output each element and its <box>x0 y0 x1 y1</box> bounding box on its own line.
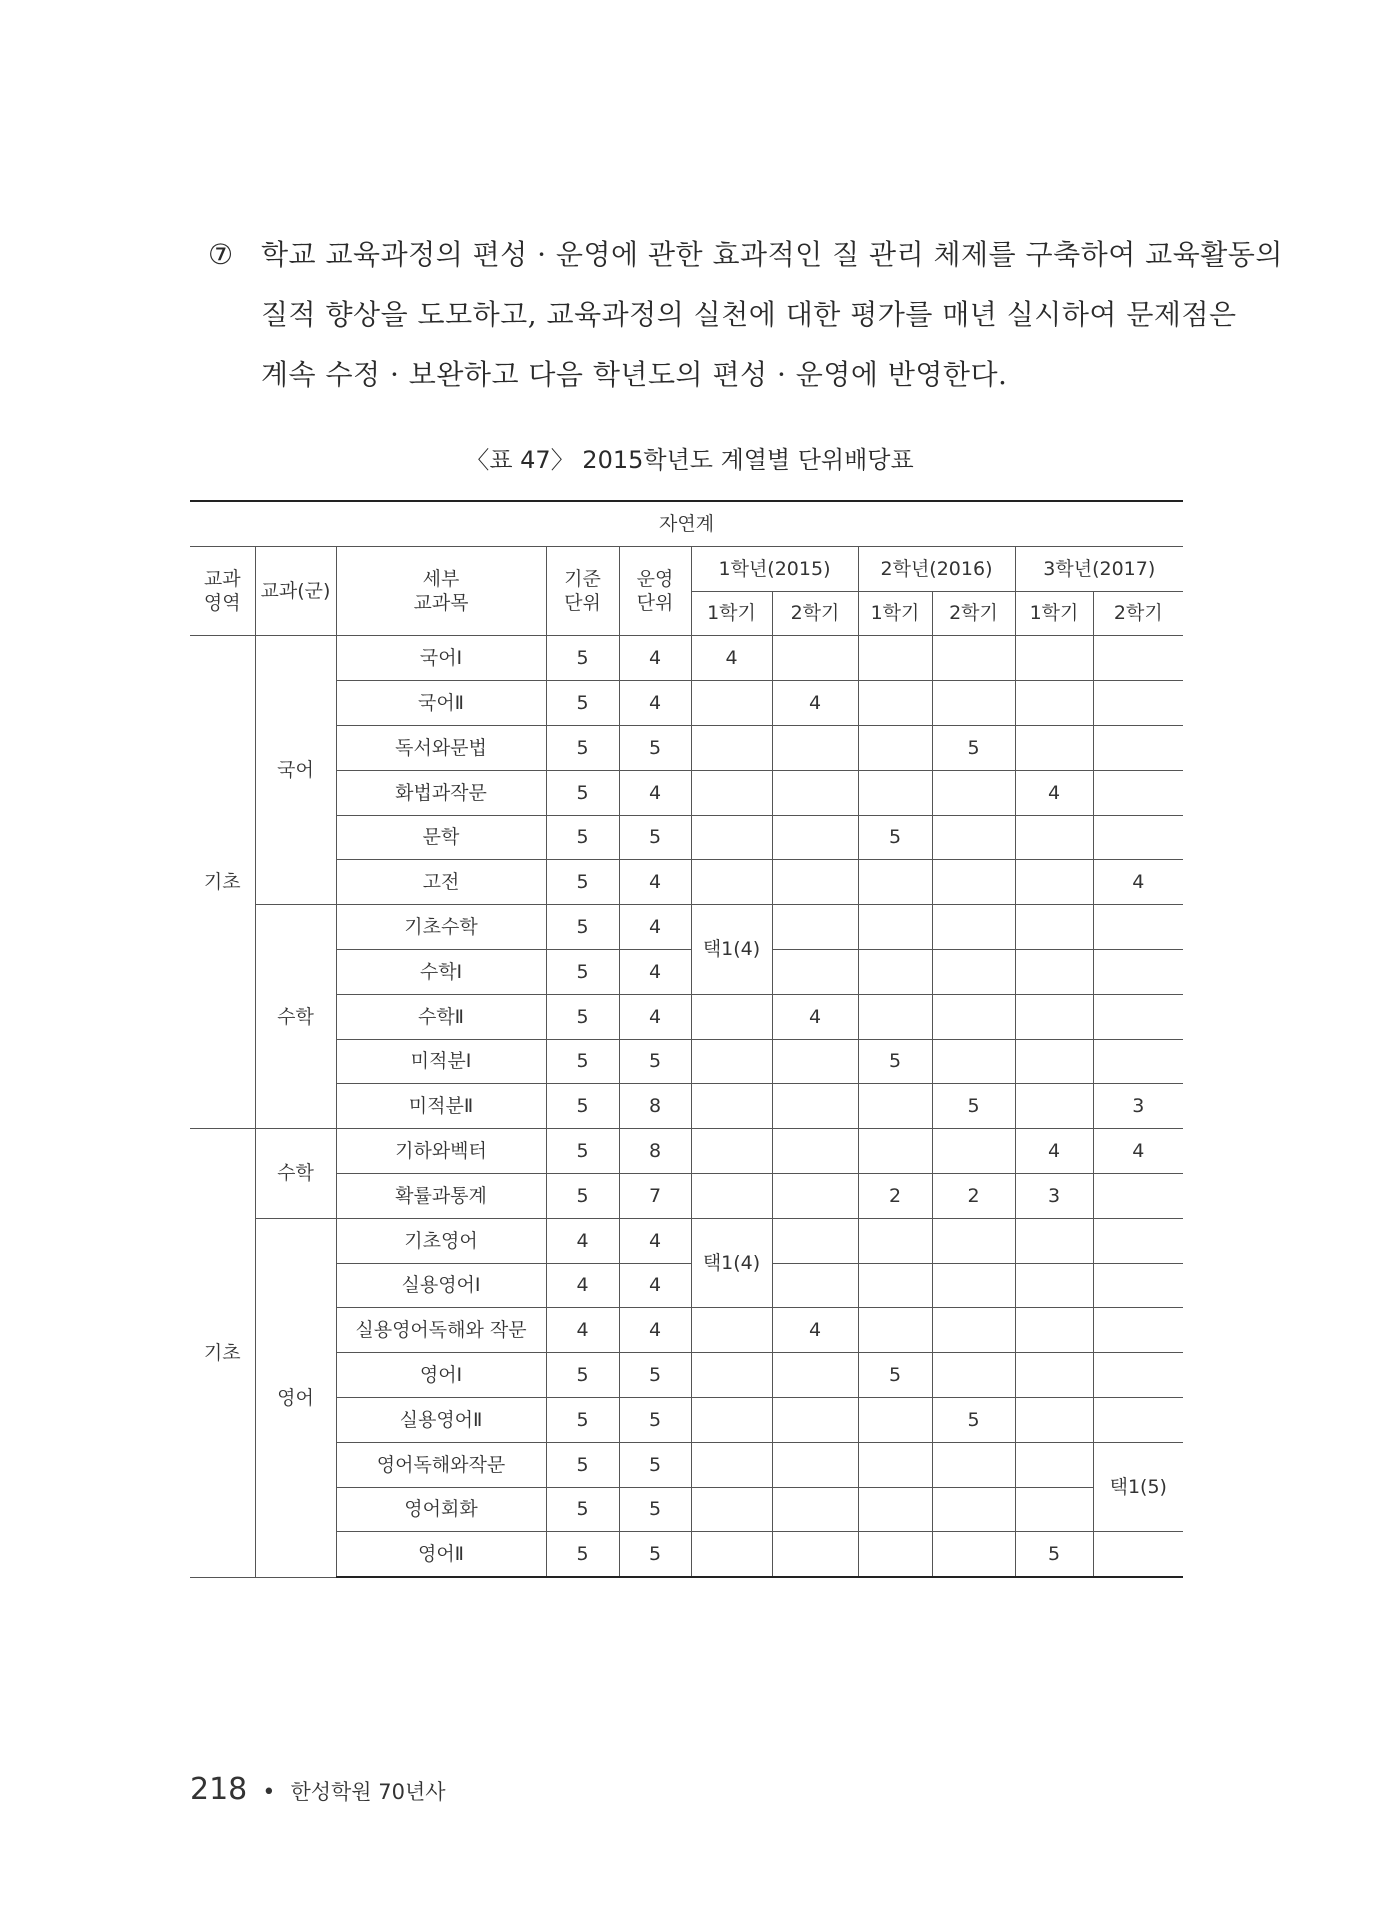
semester-units-cell <box>932 1263 1015 1308</box>
subject-cell: 영어회화 <box>336 1487 546 1532</box>
table-row <box>190 770 1183 815</box>
header-y2-sem2: 2학기 <box>932 591 1015 636</box>
table-row <box>190 1084 1183 1129</box>
semester-units-cell <box>932 949 1015 994</box>
op-units-cell: 5 <box>619 1532 691 1577</box>
paragraph-line-1: ⑦ 학교 교육과정의 편성 · 운영에 관한 효과적인 질 관리 체제를 구축하여 교육활동의 <box>208 225 1193 285</box>
semester-units-cell <box>772 1039 858 1084</box>
semester-units-cell <box>691 681 772 726</box>
semester-units-cell: 5 <box>932 725 1015 770</box>
semester-units-cell <box>772 1173 858 1218</box>
semester-units-cell <box>1093 681 1183 726</box>
table-row <box>190 1173 1183 1218</box>
semester-units-cell: 3 <box>1015 1173 1093 1218</box>
semester-units-cell <box>858 636 932 681</box>
semester-units-cell <box>1015 681 1093 726</box>
table-row <box>190 1442 1183 1487</box>
semester-units-cell <box>932 815 1015 860</box>
semester-units-cell <box>1015 1397 1093 1442</box>
semester-units-cell <box>932 994 1015 1039</box>
subject-group-cell: 영어 <box>255 1218 336 1577</box>
semester-units-cell: 5 <box>858 1353 932 1398</box>
semester-units-cell <box>772 1397 858 1442</box>
op-units-cell: 5 <box>619 815 691 860</box>
semester-units-cell: 4 <box>1015 1129 1093 1174</box>
semester-units-cell: 5 <box>858 815 932 860</box>
base-units-cell: 5 <box>546 994 619 1039</box>
semester-units-cell <box>932 1353 1015 1398</box>
semester-units-cell <box>691 1487 772 1532</box>
base-units-cell: 5 <box>546 636 619 681</box>
semester-units-cell <box>1093 636 1183 681</box>
semester-units-cell: 4 <box>772 1308 858 1353</box>
base-units-cell: 5 <box>546 905 619 950</box>
area-cell: 기초 <box>190 1129 255 1577</box>
semester-units-cell <box>772 905 858 950</box>
semester-units-cell <box>1093 1308 1183 1353</box>
semester-units-cell <box>858 1084 932 1129</box>
op-units-cell: 4 <box>619 636 691 681</box>
semester-units-cell <box>691 770 772 815</box>
semester-units-cell <box>1093 949 1183 994</box>
semester-units-cell <box>858 1308 932 1353</box>
subject-group-cell: 수학 <box>255 1129 336 1219</box>
semester-units-cell <box>1015 994 1093 1039</box>
base-units-cell: 5 <box>546 815 619 860</box>
semester-units-cell <box>1093 1218 1183 1263</box>
semester-units-cell <box>858 770 932 815</box>
header-y2-sem1: 1학기 <box>858 591 932 636</box>
table-row <box>190 905 1183 950</box>
subject-cell: 미적분Ⅱ <box>336 1084 546 1129</box>
base-units-cell: 5 <box>546 1129 619 1174</box>
semester-units-cell <box>932 1129 1015 1174</box>
header-y3-sem2: 2학기 <box>1093 591 1183 636</box>
header-year3: 3학년(2017) <box>1015 546 1183 591</box>
semester-units-cell <box>1093 1263 1183 1308</box>
semester-units-cell <box>772 1218 858 1263</box>
op-units-cell: 4 <box>619 1263 691 1308</box>
semester-units-cell <box>932 770 1015 815</box>
semester-units-cell <box>1015 1487 1093 1532</box>
base-units-cell: 5 <box>546 770 619 815</box>
semester-units-cell <box>691 1442 772 1487</box>
base-units-cell: 5 <box>546 1353 619 1398</box>
semester-units-cell <box>772 949 858 994</box>
semester-units-cell <box>858 949 932 994</box>
semester-units-cell <box>772 815 858 860</box>
subject-cell: 문학 <box>336 815 546 860</box>
semester-units-cell <box>772 1353 858 1398</box>
semester-units-cell <box>932 636 1015 681</box>
table-row <box>190 994 1183 1039</box>
table-row <box>190 1397 1183 1442</box>
semester-units-cell <box>691 1173 772 1218</box>
semester-units-cell <box>1093 1173 1183 1218</box>
semester-units-cell <box>1015 815 1093 860</box>
op-units-cell: 4 <box>619 905 691 950</box>
semester-units-cell: 5 <box>858 1039 932 1084</box>
header-subject: 세부 교과목 <box>336 546 546 636</box>
semester-units-cell <box>858 1532 932 1577</box>
subject-cell: 수학Ⅱ <box>336 994 546 1039</box>
semester-units-cell <box>932 1218 1015 1263</box>
semester-units-cell <box>772 770 858 815</box>
semester-units-cell <box>1015 1263 1093 1308</box>
paragraph-line-3: 계속 수정 · 보완하고 다음 학년도의 편성 · 운영에 반영한다. <box>261 358 1008 391</box>
semester-units-cell <box>691 725 772 770</box>
semester-units-cell <box>691 1397 772 1442</box>
table-row <box>190 815 1183 860</box>
op-units-cell: 4 <box>619 1218 691 1263</box>
base-units-cell: 5 <box>546 725 619 770</box>
semester-units-cell: 4 <box>1015 770 1093 815</box>
semester-units-cell <box>691 1353 772 1398</box>
semester-units-cell <box>1093 994 1183 1039</box>
semester-units-cell <box>858 1263 932 1308</box>
table-caption: 〈표 47〉 2015학년도 계열별 단위배당표 <box>465 446 914 474</box>
semester-units-cell <box>1015 1039 1093 1084</box>
base-units-cell: 5 <box>546 1084 619 1129</box>
semester-units-cell <box>858 1487 932 1532</box>
semester-units-cell <box>1015 1084 1093 1129</box>
semester-units-cell <box>772 1487 858 1532</box>
semester-units-cell <box>1015 725 1093 770</box>
subject-cell: 영어Ⅱ <box>336 1532 546 1577</box>
semester-units-cell <box>772 860 858 905</box>
semester-units-cell <box>858 905 932 950</box>
semester-units-cell <box>1093 1397 1183 1442</box>
semester-units-cell <box>858 860 932 905</box>
semester-units-cell <box>932 860 1015 905</box>
base-units-cell: 5 <box>546 860 619 905</box>
semester-units-cell <box>1015 1308 1093 1353</box>
base-units-cell: 4 <box>546 1308 619 1353</box>
semester-units-cell <box>772 1442 858 1487</box>
header-y1-sem1: 1학기 <box>691 591 772 636</box>
base-units-cell: 5 <box>546 681 619 726</box>
unit-allocation-table <box>190 500 1183 1578</box>
table-row <box>190 1532 1183 1577</box>
op-units-cell: 4 <box>619 1308 691 1353</box>
semester-units-cell: 2 <box>858 1173 932 1218</box>
semester-units-cell: 택1(4) <box>691 1218 772 1308</box>
op-units-cell: 5 <box>619 1039 691 1084</box>
semester-units-cell <box>1093 815 1183 860</box>
op-units-cell: 4 <box>619 994 691 1039</box>
semester-units-cell: 4 <box>772 994 858 1039</box>
op-units-cell: 7 <box>619 1173 691 1218</box>
semester-units-cell: 택1(5) <box>1093 1442 1183 1532</box>
table-row <box>190 1308 1183 1353</box>
subject-cell: 영어독해와작문 <box>336 1442 546 1487</box>
track-header-row <box>190 501 1183 546</box>
semester-units-cell <box>772 1263 858 1308</box>
semester-units-cell: 5 <box>1015 1532 1093 1577</box>
semester-units-cell <box>858 994 932 1039</box>
semester-units-cell: 4 <box>1093 860 1183 905</box>
semester-units-cell <box>1015 860 1093 905</box>
op-units-cell: 4 <box>619 949 691 994</box>
table-row <box>190 1263 1183 1308</box>
op-units-cell: 4 <box>619 860 691 905</box>
semester-units-cell <box>691 1129 772 1174</box>
semester-units-cell <box>1093 770 1183 815</box>
semester-units-cell <box>1093 1353 1183 1398</box>
semester-units-cell <box>932 1487 1015 1532</box>
table-row <box>190 860 1183 905</box>
subject-cell: 실용영어Ⅱ <box>336 1397 546 1442</box>
item-marker: ⑦ <box>208 238 234 271</box>
semester-units-cell: 2 <box>932 1173 1015 1218</box>
base-units-cell: 5 <box>546 1532 619 1577</box>
footer-separator: • <box>262 1780 276 1805</box>
base-units-cell: 4 <box>546 1263 619 1308</box>
semester-units-cell: 4 <box>691 636 772 681</box>
base-units-cell: 4 <box>546 1218 619 1263</box>
column-header-row <box>190 546 1183 591</box>
unit-allocation-table-wrapper <box>190 500 1183 1578</box>
table-row <box>190 1039 1183 1084</box>
subject-cell: 기하와벡터 <box>336 1129 546 1174</box>
subject-cell: 영어Ⅰ <box>336 1353 546 1398</box>
semester-units-cell: 5 <box>932 1397 1015 1442</box>
semester-units-cell <box>1015 949 1093 994</box>
table-row <box>190 725 1183 770</box>
op-units-cell: 5 <box>619 1353 691 1398</box>
semester-units-cell <box>772 636 858 681</box>
subject-cell: 고전 <box>336 860 546 905</box>
semester-units-cell <box>691 994 772 1039</box>
semester-units-cell <box>1093 725 1183 770</box>
subject-cell: 국어Ⅰ <box>336 636 546 681</box>
base-units-cell: 5 <box>546 1039 619 1084</box>
book-title: 한성학원 70년사 <box>290 1780 446 1804</box>
semester-units-cell <box>932 681 1015 726</box>
semester-units-cell <box>932 1308 1015 1353</box>
semester-units-cell <box>772 1129 858 1174</box>
semester-units-cell: 5 <box>932 1084 1015 1129</box>
semester-units-cell <box>858 681 932 726</box>
semester-units-cell <box>691 1532 772 1577</box>
base-units-cell: 5 <box>546 1442 619 1487</box>
semester-units-cell <box>858 1397 932 1442</box>
semester-units-cell <box>858 725 932 770</box>
header-area: 교과 영역 <box>190 546 255 636</box>
subject-cell: 독서와문법 <box>336 725 546 770</box>
subject-cell: 실용영어독해와 작문 <box>336 1308 546 1353</box>
base-units-cell: 5 <box>546 949 619 994</box>
header-y3-sem1: 1학기 <box>1015 591 1093 636</box>
semester-units-cell <box>1015 905 1093 950</box>
base-units-cell: 5 <box>546 1487 619 1532</box>
semester-units-cell <box>691 815 772 860</box>
semester-units-cell <box>932 1532 1015 1577</box>
table-row <box>190 1487 1183 1532</box>
op-units-cell: 8 <box>619 1084 691 1129</box>
op-units-cell: 4 <box>619 770 691 815</box>
semester-units-cell <box>772 1532 858 1577</box>
semester-units-cell <box>1093 905 1183 950</box>
header-y1-sem2: 2학기 <box>772 591 858 636</box>
header-op-units: 운영 단위 <box>619 546 691 636</box>
subject-cell: 실용영어Ⅰ <box>336 1263 546 1308</box>
semester-units-cell: 4 <box>1093 1129 1183 1174</box>
subject-cell: 기초영어 <box>336 1218 546 1263</box>
semester-units-cell <box>858 1218 932 1263</box>
semester-units-cell: 4 <box>772 681 858 726</box>
semester-units-cell <box>932 1039 1015 1084</box>
semester-units-cell <box>1015 1353 1093 1398</box>
semester-units-cell <box>691 1084 772 1129</box>
table-row <box>190 636 1183 681</box>
op-units-cell: 5 <box>619 725 691 770</box>
subject-cell: 화법과작문 <box>336 770 546 815</box>
subject-group-cell: 수학 <box>255 905 336 1129</box>
header-year2: 2학년(2016) <box>858 546 1015 591</box>
paragraph-line-2: 질적 향상을 도모하고, 교육과정의 실천에 대한 평가를 매년 실시하여 문제점은 <box>261 298 1237 331</box>
table-row <box>190 1353 1183 1398</box>
semester-units-cell <box>772 1084 858 1129</box>
header-year1: 1학년(2015) <box>691 546 858 591</box>
semester-units-cell <box>1015 1442 1093 1487</box>
subject-group-cell: 국어 <box>255 636 336 905</box>
base-units-cell: 5 <box>546 1173 619 1218</box>
base-units-cell: 5 <box>546 1397 619 1442</box>
subject-cell: 미적분Ⅰ <box>336 1039 546 1084</box>
op-units-cell: 4 <box>619 681 691 726</box>
intro-paragraph <box>208 225 1283 405</box>
semester-units-cell <box>1093 1532 1183 1577</box>
op-units-cell: 5 <box>619 1442 691 1487</box>
semester-units-cell: 3 <box>1093 1084 1183 1129</box>
semester-units-cell <box>932 905 1015 950</box>
table-row <box>190 1218 1183 1263</box>
semester-units-cell <box>691 1039 772 1084</box>
header-base-units: 기준 단위 <box>546 546 619 636</box>
semester-units-cell <box>1015 1218 1093 1263</box>
subject-cell: 기초수학 <box>336 905 546 950</box>
subject-cell: 국어Ⅱ <box>336 681 546 726</box>
semester-units-cell <box>691 1308 772 1353</box>
semester-units-cell <box>932 1442 1015 1487</box>
op-units-cell: 5 <box>619 1397 691 1442</box>
subject-cell: 수학Ⅰ <box>336 949 546 994</box>
table-row <box>190 949 1183 994</box>
semester-units-cell: 택1(4) <box>691 905 772 995</box>
semester-units-cell <box>858 1442 932 1487</box>
track-header: 자연계 <box>190 501 1183 546</box>
table-row <box>190 1129 1183 1174</box>
area-cell: 기초 <box>190 636 255 1129</box>
semester-units-cell <box>772 725 858 770</box>
page-footer <box>190 1772 446 1807</box>
semester-units-cell <box>858 1129 932 1174</box>
page-number: 218 <box>190 1772 248 1807</box>
subject-cell: 확률과통계 <box>336 1173 546 1218</box>
op-units-cell: 8 <box>619 1129 691 1174</box>
semester-units-cell <box>1093 1039 1183 1084</box>
op-units-cell: 5 <box>619 1487 691 1532</box>
table-row <box>190 681 1183 726</box>
semester-units-cell <box>691 860 772 905</box>
header-subject-group: 교과(군) <box>255 546 336 636</box>
semester-units-cell <box>1015 636 1093 681</box>
